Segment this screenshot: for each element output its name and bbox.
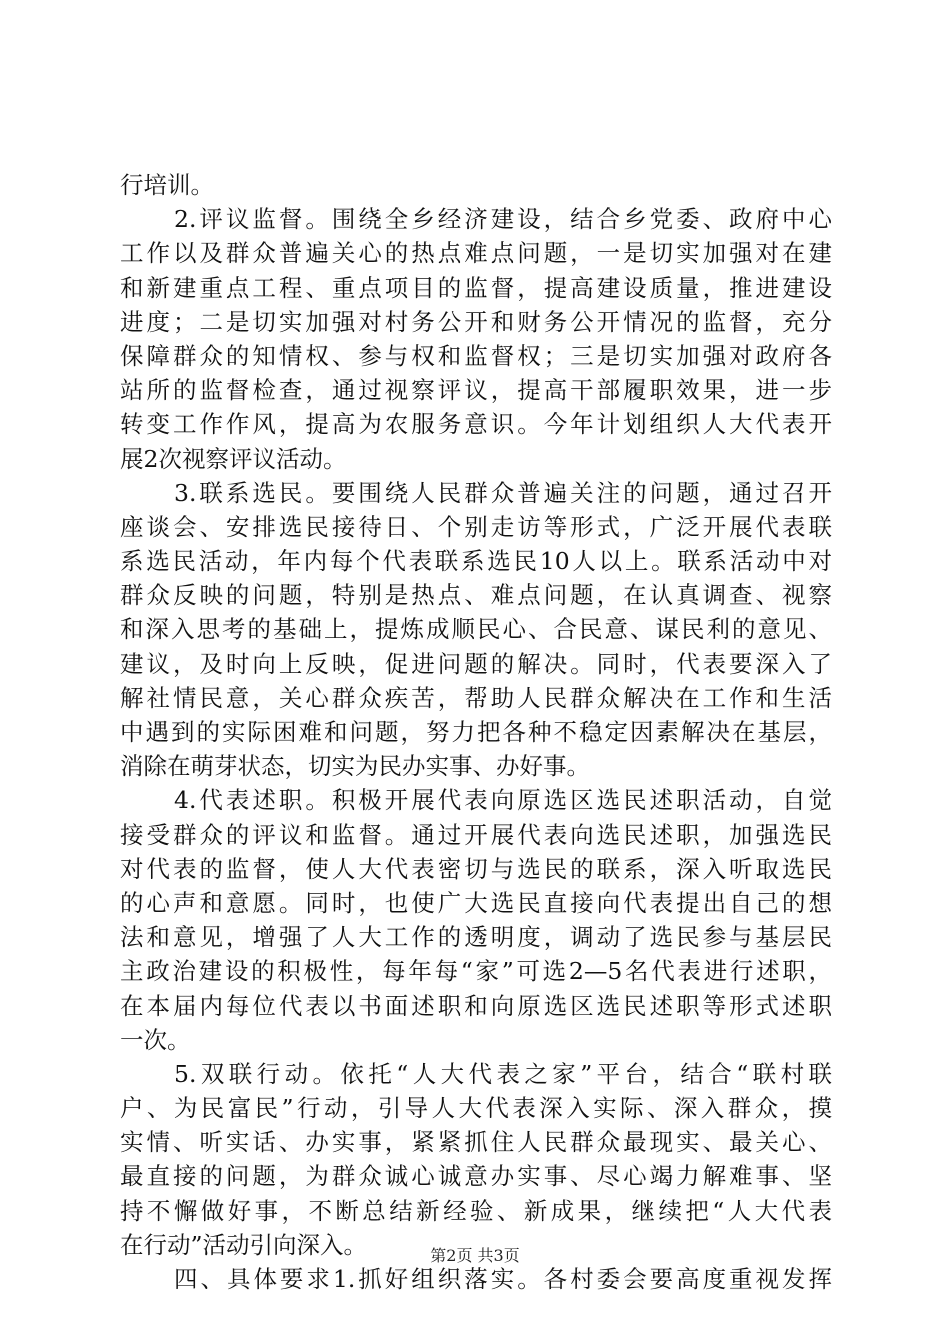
text-line: 主政治建设的积极性，每年每“家”可选2—5名代表进行述职， [120, 957, 832, 986]
text-line: 对代表的监督，使人大代表密切与选民的联系，深入听取选民 [120, 854, 832, 883]
text-line: 座谈会、安排选民接待日、个别走访等形式，广泛开展代表联 [120, 512, 832, 541]
text-line: 持不懈做好事，不断总结新经验、新成果，继续把“人大代表 [120, 1196, 832, 1225]
text-line: 和新建重点工程、重点项目的监督，提高建设质量，推进建设 [120, 273, 832, 302]
document-body [120, 168, 832, 1296]
text-line: 的心声和意愿。同时，也使广大选民直接向代表提出自己的想 [120, 888, 832, 917]
page-number-footer: 第2页 共3页 [430, 1246, 520, 1265]
text-line: 系选民活动，年内每个代表联系选民10人以上。联系活动中对 [120, 547, 832, 576]
text-line: 消除在萌芽状态，切实为民办实事、办好事。 [120, 752, 590, 781]
text-line: 站所的监督检查，通过视察评议，提高干部履职效果，进一步 [120, 376, 832, 405]
paragraph-heading-line: 3.联系选民。要围绕人民群众普遍关注的问题，通过召开 [174, 478, 832, 507]
text-line: 实情、听实话、办实事，紧紧抓住人民群众最现实、最关心、 [120, 1128, 832, 1157]
text-line: 转变工作作风，提高为农服务意识。今年计划组织人大代表开 [120, 410, 832, 439]
section-heading-line: 四、具体要求1.抓好组织落实。各村委会要高度重视发挥 [174, 1265, 832, 1293]
text-line: 展2次视察评议活动。 [120, 444, 347, 473]
text-line: 行培训。 [120, 171, 214, 199]
text-line: 解社情民意，关心群众疾苦，帮助人民群众解决在工作和生活 [120, 683, 832, 712]
paragraph-heading-line: 2.评议监督。围绕全乡经济建设，结合乡党委、政府中心 [174, 205, 832, 234]
text-line: 一次。 [120, 1025, 191, 1054]
text-line: 最直接的问题，为群众诚心诚意办实事、尽心竭力解难事、坚 [120, 1162, 832, 1191]
text-line: 接受群众的评议和监督。通过开展代表向选民述职，加强选民 [120, 820, 832, 849]
text-line: 户、为民富民”行动，引导人大代表深入实际、深入群众，摸 [120, 1094, 832, 1123]
text-line: 群众反映的问题，特别是热点、难点问题，在认真调查、视察 [120, 581, 832, 610]
paragraph-heading-line: 5.双联行动。依托“人大代表之家”平台，结合“联村联 [174, 1059, 832, 1088]
text-line: 法和意见，增强了人大工作的透明度，调动了选民参与基层民 [120, 923, 832, 952]
text-line: 在行动”活动引向深入。 [120, 1230, 368, 1259]
text-line: 在本届内每位代表以书面述职和向原选区选民述职等形式述职 [120, 991, 832, 1020]
text-line: 和深入思考的基础上，提炼成顺民心、合民意、谋民利的意见、 [120, 615, 832, 644]
text-line: 进度；二是切实加强对村务公开和财务公开情况的监督，充分 [120, 307, 832, 336]
paragraph-heading-line: 4.代表述职。积极开展代表向原选区选民述职活动，自觉 [174, 786, 832, 815]
text-line: 中遇到的实际困难和问题，努力把各种不稳定因素解决在基层， [120, 718, 832, 746]
text-line: 建议，及时向上反映，促进问题的解决。同时，代表要深入了 [120, 649, 832, 678]
text-line: 工作以及群众普遍关心的热点难点问题，一是切实加强对在建 [120, 239, 832, 268]
text-line: 保障群众的知情权、参与权和监督权；三是切实加强对政府各 [120, 341, 832, 370]
